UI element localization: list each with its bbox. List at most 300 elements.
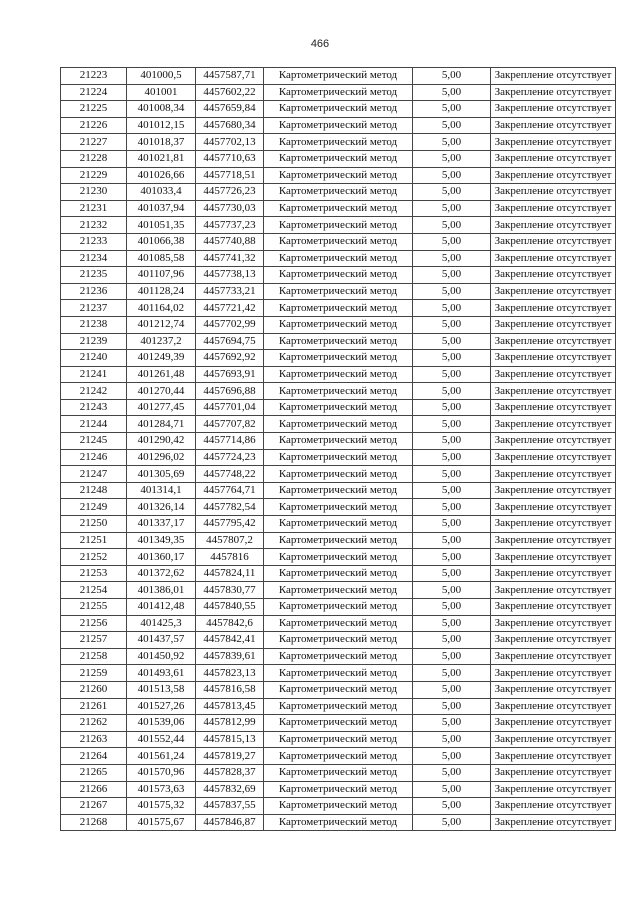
table-row [61,516,616,533]
accuracy-cell: 5,00 [413,466,491,483]
method-cell: Картометрический метод [264,648,413,665]
y-coordinate-cell: 4457741,32 [196,250,264,267]
y-coordinate-cell: 4457694,75 [196,333,264,350]
method-cell: Картометрический метод [264,68,413,85]
method-cell: Картометрический метод [264,715,413,732]
y-coordinate-cell: 4457795,42 [196,516,264,533]
method-cell: Картометрический метод [264,366,413,383]
method-cell: Картометрический метод [264,200,413,217]
method-cell: Картометрический метод [264,698,413,715]
x-coordinate-cell: 401066,38 [127,233,196,250]
y-coordinate-cell: 4457839,61 [196,648,264,665]
y-coordinate-cell: 4457782,54 [196,499,264,516]
x-coordinate-cell: 401575,67 [127,814,196,831]
marking-description-cell: Закрепление отсутствует [491,499,616,516]
accuracy-cell: 5,00 [413,814,491,831]
marking-description-cell: Закрепление отсутствует [491,748,616,765]
method-cell: Картометрический метод [264,167,413,184]
accuracy-cell: 5,00 [413,665,491,682]
marking-description-cell: Закрепление отсутствует [491,333,616,350]
table-row [61,333,616,350]
x-coordinate-cell: 401305,69 [127,466,196,483]
accuracy-cell: 5,00 [413,68,491,85]
marking-description-cell: Закрепление отсутствует [491,101,616,118]
accuracy-cell: 5,00 [413,482,491,499]
table-row [61,267,616,284]
accuracy-cell: 5,00 [413,698,491,715]
x-coordinate-cell: 401493,61 [127,665,196,682]
x-coordinate-cell: 401290,42 [127,433,196,450]
table-row [61,532,616,549]
accuracy-cell: 5,00 [413,565,491,582]
point-number-cell: 21243 [61,399,127,416]
table-row [61,748,616,765]
table-row [61,150,616,167]
accuracy-cell: 5,00 [413,416,491,433]
accuracy-cell: 5,00 [413,383,491,400]
table-row [61,101,616,118]
table-row [61,68,616,85]
table-row [61,117,616,134]
y-coordinate-cell: 4457710,63 [196,150,264,167]
method-cell: Картометрический метод [264,731,413,748]
y-coordinate-cell: 4457702,13 [196,134,264,151]
marking-description-cell: Закрепление отсутствует [491,134,616,151]
point-number-cell: 21250 [61,516,127,533]
x-coordinate-cell: 401033,4 [127,184,196,201]
point-number-cell: 21255 [61,599,127,616]
y-coordinate-cell: 4457701,04 [196,399,264,416]
marking-description-cell: Закрепление отсутствует [491,665,616,682]
accuracy-cell: 5,00 [413,433,491,450]
x-coordinate-cell: 401277,45 [127,399,196,416]
marking-description-cell: Закрепление отсутствует [491,549,616,566]
x-coordinate-cell: 401237,2 [127,333,196,350]
point-number-cell: 21265 [61,764,127,781]
method-cell: Картометрический метод [264,283,413,300]
x-coordinate-cell: 401164,02 [127,300,196,317]
accuracy-cell: 5,00 [413,117,491,134]
point-number-cell: 21260 [61,681,127,698]
accuracy-cell: 5,00 [413,200,491,217]
y-coordinate-cell: 4457726,23 [196,184,264,201]
method-cell: Картометрический метод [264,300,413,317]
method-cell: Картометрический метод [264,582,413,599]
method-cell: Картометрический метод [264,217,413,234]
accuracy-cell: 5,00 [413,250,491,267]
y-coordinate-cell: 4457823,13 [196,665,264,682]
x-coordinate-cell: 401575,32 [127,798,196,815]
accuracy-cell: 5,00 [413,184,491,201]
accuracy-cell: 5,00 [413,167,491,184]
method-cell: Картометрический метод [264,798,413,815]
x-coordinate-cell: 401026,66 [127,167,196,184]
point-number-cell: 21263 [61,731,127,748]
x-coordinate-cell: 401212,74 [127,316,196,333]
point-number-cell: 21247 [61,466,127,483]
x-coordinate-cell: 401570,96 [127,764,196,781]
y-coordinate-cell: 4457692,92 [196,350,264,367]
method-cell: Картометрический метод [264,449,413,466]
point-number-cell: 21239 [61,333,127,350]
table-row [61,615,616,632]
x-coordinate-cell: 401573,63 [127,781,196,798]
table-row [61,383,616,400]
table-row [61,300,616,317]
table-row [61,798,616,815]
method-cell: Картометрический метод [264,499,413,516]
marking-description-cell: Закрепление отсутствует [491,615,616,632]
y-coordinate-cell: 4457724,23 [196,449,264,466]
marking-description-cell: Закрепление отсутствует [491,632,616,649]
point-number-cell: 21248 [61,482,127,499]
x-coordinate-cell: 401284,71 [127,416,196,433]
point-number-cell: 21227 [61,134,127,151]
accuracy-cell: 5,00 [413,150,491,167]
accuracy-cell: 5,00 [413,399,491,416]
method-cell: Картометрический метод [264,549,413,566]
accuracy-cell: 5,00 [413,84,491,101]
x-coordinate-cell: 401249,39 [127,350,196,367]
method-cell: Картометрический метод [264,665,413,682]
y-coordinate-cell: 4457764,71 [196,482,264,499]
accuracy-cell: 5,00 [413,764,491,781]
marking-description-cell: Закрепление отсутствует [491,516,616,533]
y-coordinate-cell: 4457824,11 [196,565,264,582]
method-cell: Картометрический метод [264,814,413,831]
table-row [61,433,616,450]
point-number-cell: 21223 [61,68,127,85]
marking-description-cell: Закрепление отсутствует [491,731,616,748]
point-number-cell: 21244 [61,416,127,433]
marking-description-cell: Закрепление отсутствует [491,184,616,201]
x-coordinate-cell: 401372,62 [127,565,196,582]
method-cell: Картометрический метод [264,615,413,632]
point-number-cell: 21228 [61,150,127,167]
page-number: 466 [310,38,330,50]
table-row [61,681,616,698]
table-row [61,84,616,101]
point-number-cell: 21234 [61,250,127,267]
method-cell: Картометрический метод [264,466,413,483]
point-number-cell: 21235 [61,267,127,284]
table-row [61,350,616,367]
marking-description-cell: Закрепление отсутствует [491,599,616,616]
accuracy-cell: 5,00 [413,333,491,350]
x-coordinate-cell: 401018,37 [127,134,196,151]
y-coordinate-cell: 4457832,69 [196,781,264,798]
y-coordinate-cell: 4457828,37 [196,764,264,781]
x-coordinate-cell: 401012,15 [127,117,196,134]
point-number-cell: 21259 [61,665,127,682]
point-number-cell: 21237 [61,300,127,317]
table-row [61,416,616,433]
table-row [61,499,616,516]
point-number-cell: 21262 [61,715,127,732]
method-cell: Картометрический метод [264,117,413,134]
y-coordinate-cell: 4457702,99 [196,316,264,333]
y-coordinate-cell: 4457748,22 [196,466,264,483]
marking-description-cell: Закрепление отсутствует [491,449,616,466]
marking-description-cell: Закрепление отсутствует [491,117,616,134]
table-row [61,764,616,781]
marking-description-cell: Закрепление отсутствует [491,366,616,383]
table-body [61,68,616,831]
marking-description-cell: Закрепление отсутствует [491,267,616,284]
method-cell: Картометрический метод [264,184,413,201]
x-coordinate-cell: 401001 [127,84,196,101]
accuracy-cell: 5,00 [413,134,491,151]
y-coordinate-cell: 4457846,87 [196,814,264,831]
point-number-cell: 21251 [61,532,127,549]
x-coordinate-cell: 401326,14 [127,499,196,516]
accuracy-cell: 5,00 [413,781,491,798]
point-number-cell: 21253 [61,565,127,582]
x-coordinate-cell: 401270,44 [127,383,196,400]
method-cell: Картометрический метод [264,101,413,118]
table-row [61,715,616,732]
accuracy-cell: 5,00 [413,532,491,549]
marking-description-cell: Закрепление отсутствует [491,466,616,483]
table-row [61,200,616,217]
table-row [61,665,616,682]
method-cell: Картометрический метод [264,599,413,616]
x-coordinate-cell: 401085,58 [127,250,196,267]
x-coordinate-cell: 401314,1 [127,482,196,499]
y-coordinate-cell: 4457737,23 [196,217,264,234]
x-coordinate-cell: 401261,48 [127,366,196,383]
x-coordinate-cell: 401349,35 [127,532,196,549]
x-coordinate-cell: 401386,01 [127,582,196,599]
marking-description-cell: Закрепление отсутствует [491,283,616,300]
method-cell: Картометрический метод [264,781,413,798]
table-row [61,184,616,201]
table-row [61,466,616,483]
point-number-cell: 21252 [61,549,127,566]
method-cell: Картометрический метод [264,233,413,250]
x-coordinate-cell: 401425,3 [127,615,196,632]
coordinates-table [60,67,616,831]
point-number-cell: 21256 [61,615,127,632]
x-coordinate-cell: 401008,34 [127,101,196,118]
x-coordinate-cell: 401128,24 [127,283,196,300]
table-row [61,482,616,499]
point-number-cell: 21257 [61,632,127,649]
method-cell: Картометрический метод [264,333,413,350]
y-coordinate-cell: 4457714,86 [196,433,264,450]
table-row [61,698,616,715]
y-coordinate-cell: 4457807,2 [196,532,264,549]
accuracy-cell: 5,00 [413,449,491,466]
marking-description-cell: Закрепление отсутствует [491,316,616,333]
accuracy-cell: 5,00 [413,798,491,815]
point-number-cell: 21240 [61,350,127,367]
y-coordinate-cell: 4457602,22 [196,84,264,101]
y-coordinate-cell: 4457830,77 [196,582,264,599]
table-row [61,134,616,151]
y-coordinate-cell: 4457738,13 [196,267,264,284]
method-cell: Картометрический метод [264,516,413,533]
point-number-cell: 21254 [61,582,127,599]
y-coordinate-cell: 4457733,21 [196,283,264,300]
method-cell: Картометрический метод [264,84,413,101]
marking-description-cell: Закрепление отсутствует [491,68,616,85]
marking-description-cell: Закрепление отсутствует [491,798,616,815]
marking-description-cell: Закрепление отсутствует [491,233,616,250]
marking-description-cell: Закрепление отсутствует [491,200,616,217]
point-number-cell: 21229 [61,167,127,184]
marking-description-cell: Закрепление отсутствует [491,250,616,267]
method-cell: Картометрический метод [264,532,413,549]
marking-description-cell: Закрепление отсутствует [491,582,616,599]
x-coordinate-cell: 401051,35 [127,217,196,234]
method-cell: Картометрический метод [264,764,413,781]
method-cell: Картометрический метод [264,150,413,167]
y-coordinate-cell: 4457721,42 [196,300,264,317]
marking-description-cell: Закрепление отсутствует [491,217,616,234]
point-number-cell: 21236 [61,283,127,300]
y-coordinate-cell: 4457813,45 [196,698,264,715]
marking-description-cell: Закрепление отсутствует [491,715,616,732]
marking-description-cell: Закрепление отсутствует [491,698,616,715]
accuracy-cell: 5,00 [413,350,491,367]
x-coordinate-cell: 401552,44 [127,731,196,748]
point-number-cell: 21242 [61,383,127,400]
table-row [61,250,616,267]
x-coordinate-cell: 401107,96 [127,267,196,284]
x-coordinate-cell: 401337,17 [127,516,196,533]
method-cell: Картометрический метод [264,416,413,433]
x-coordinate-cell: 401037,94 [127,200,196,217]
point-number-cell: 21231 [61,200,127,217]
point-number-cell: 21241 [61,366,127,383]
point-number-cell: 21267 [61,798,127,815]
y-coordinate-cell: 4457718,51 [196,167,264,184]
method-cell: Картометрический метод [264,250,413,267]
y-coordinate-cell: 4457730,03 [196,200,264,217]
table-row [61,565,616,582]
accuracy-cell: 5,00 [413,101,491,118]
accuracy-cell: 5,00 [413,217,491,234]
x-coordinate-cell: 401412,48 [127,599,196,616]
y-coordinate-cell: 4457816,58 [196,681,264,698]
point-number-cell: 21232 [61,217,127,234]
point-number-cell: 21245 [61,433,127,450]
x-coordinate-cell: 401360,17 [127,549,196,566]
x-coordinate-cell: 401513,58 [127,681,196,698]
point-number-cell: 21233 [61,233,127,250]
table-row [61,283,616,300]
accuracy-cell: 5,00 [413,516,491,533]
y-coordinate-cell: 4457707,82 [196,416,264,433]
marking-description-cell: Закрепление отсутствует [491,764,616,781]
marking-description-cell: Закрепление отсутствует [491,167,616,184]
accuracy-cell: 5,00 [413,499,491,516]
y-coordinate-cell: 4457842,41 [196,632,264,649]
point-number-cell: 21268 [61,814,127,831]
table-row [61,366,616,383]
table-row [61,233,616,250]
marking-description-cell: Закрепление отсутствует [491,350,616,367]
x-coordinate-cell: 401437,57 [127,632,196,649]
table-row [61,814,616,831]
accuracy-cell: 5,00 [413,731,491,748]
y-coordinate-cell: 4457816 [196,549,264,566]
x-coordinate-cell: 401000,5 [127,68,196,85]
method-cell: Картометрический метод [264,399,413,416]
accuracy-cell: 5,00 [413,300,491,317]
table-row [61,399,616,416]
accuracy-cell: 5,00 [413,748,491,765]
point-number-cell: 21264 [61,748,127,765]
method-cell: Картометрический метод [264,316,413,333]
table-row [61,316,616,333]
point-number-cell: 21238 [61,316,127,333]
method-cell: Картометрический метод [264,134,413,151]
accuracy-cell: 5,00 [413,267,491,284]
point-number-cell: 21266 [61,781,127,798]
point-number-cell: 21224 [61,84,127,101]
table-row [61,167,616,184]
y-coordinate-cell: 4457693,91 [196,366,264,383]
y-coordinate-cell: 4457740,88 [196,233,264,250]
marking-description-cell: Закрепление отсутствует [491,84,616,101]
point-number-cell: 21230 [61,184,127,201]
marking-description-cell: Закрепление отсутствует [491,781,616,798]
table-row [61,449,616,466]
point-number-cell: 21261 [61,698,127,715]
y-coordinate-cell: 4457819,27 [196,748,264,765]
y-coordinate-cell: 4457837,55 [196,798,264,815]
point-number-cell: 21258 [61,648,127,665]
method-cell: Картометрический метод [264,681,413,698]
accuracy-cell: 5,00 [413,582,491,599]
table-row [61,731,616,748]
method-cell: Картометрический метод [264,267,413,284]
marking-description-cell: Закрепление отсутствует [491,383,616,400]
method-cell: Картометрический метод [264,383,413,400]
accuracy-cell: 5,00 [413,632,491,649]
accuracy-cell: 5,00 [413,599,491,616]
method-cell: Картометрический метод [264,482,413,499]
y-coordinate-cell: 4457587,71 [196,68,264,85]
y-coordinate-cell: 4457812,99 [196,715,264,732]
point-number-cell: 21249 [61,499,127,516]
accuracy-cell: 5,00 [413,283,491,300]
method-cell: Картометрический метод [264,748,413,765]
marking-description-cell: Закрепление отсутствует [491,532,616,549]
marking-description-cell: Закрепление отсутствует [491,648,616,665]
marking-description-cell: Закрепление отсутствует [491,565,616,582]
y-coordinate-cell: 4457680,34 [196,117,264,134]
marking-description-cell: Закрепление отсутствует [491,150,616,167]
accuracy-cell: 5,00 [413,615,491,632]
x-coordinate-cell: 401450,92 [127,648,196,665]
y-coordinate-cell: 4457659,84 [196,101,264,118]
table-row [61,781,616,798]
point-number-cell: 21226 [61,117,127,134]
method-cell: Картометрический метод [264,350,413,367]
x-coordinate-cell: 401527,26 [127,698,196,715]
marking-description-cell: Закрепление отсутствует [491,433,616,450]
table-row [61,632,616,649]
marking-description-cell: Закрепление отсутствует [491,399,616,416]
x-coordinate-cell: 401021,81 [127,150,196,167]
point-number-cell: 21246 [61,449,127,466]
accuracy-cell: 5,00 [413,366,491,383]
table-row [61,549,616,566]
marking-description-cell: Закрепление отсутствует [491,416,616,433]
